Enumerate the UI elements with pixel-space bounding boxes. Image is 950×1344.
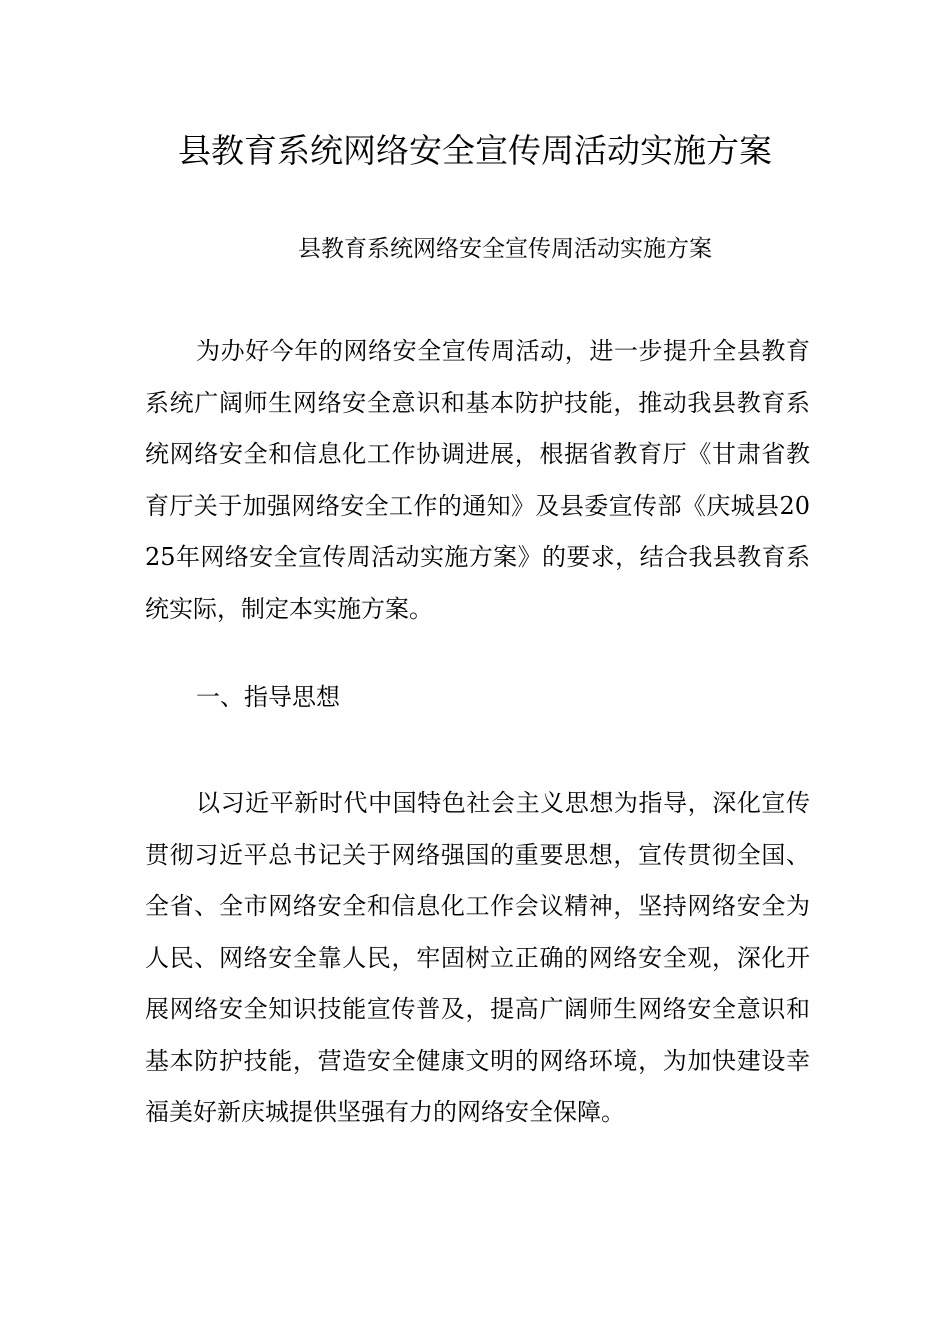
intro-paragraph: 为办好今年的网络安全宣传周活动，进一步提升全县教育系统广阔师生网络安全意识和基本防护技能，推动我县教育系统网络安全和信息化工作协调进展，根据省教育厅《甘肃省教育厅关于加强网络安全工作的通知》及县委宣传部《庆城县2025年网络安全宣传周活动实施方案》的要求，结合我县教育系统实际，制定本实施方案。 — [145, 337, 810, 623]
section-heading-guiding-ideology: 一、指导思想 — [196, 683, 340, 711]
guiding-ideology-paragraph: 以习近平新时代中国特色社会主义思想为指导，深化宣传贯彻习近平总书记关于网络强国的重要思想，宣传贯彻全国、全省、全市网络安全和信息化工作会议精神，坚持网络安全为人民、网络安全靠人民，牢固树立正确的网络安全观，深化开展网络安全知识技能宣传普及，提高广阔师生网络安全意识和基本防护技能，营造安全健康文明的网络环境，为加快建设幸福美好新庆城提供坚强有力的网络安全保障。 — [145, 789, 810, 1126]
document-subtitle: 县教育系统网络安全宣传周活动实施方案 — [298, 236, 712, 262]
document-title: 县教育系统网络安全宣传周活动实施方案 — [178, 131, 772, 170]
